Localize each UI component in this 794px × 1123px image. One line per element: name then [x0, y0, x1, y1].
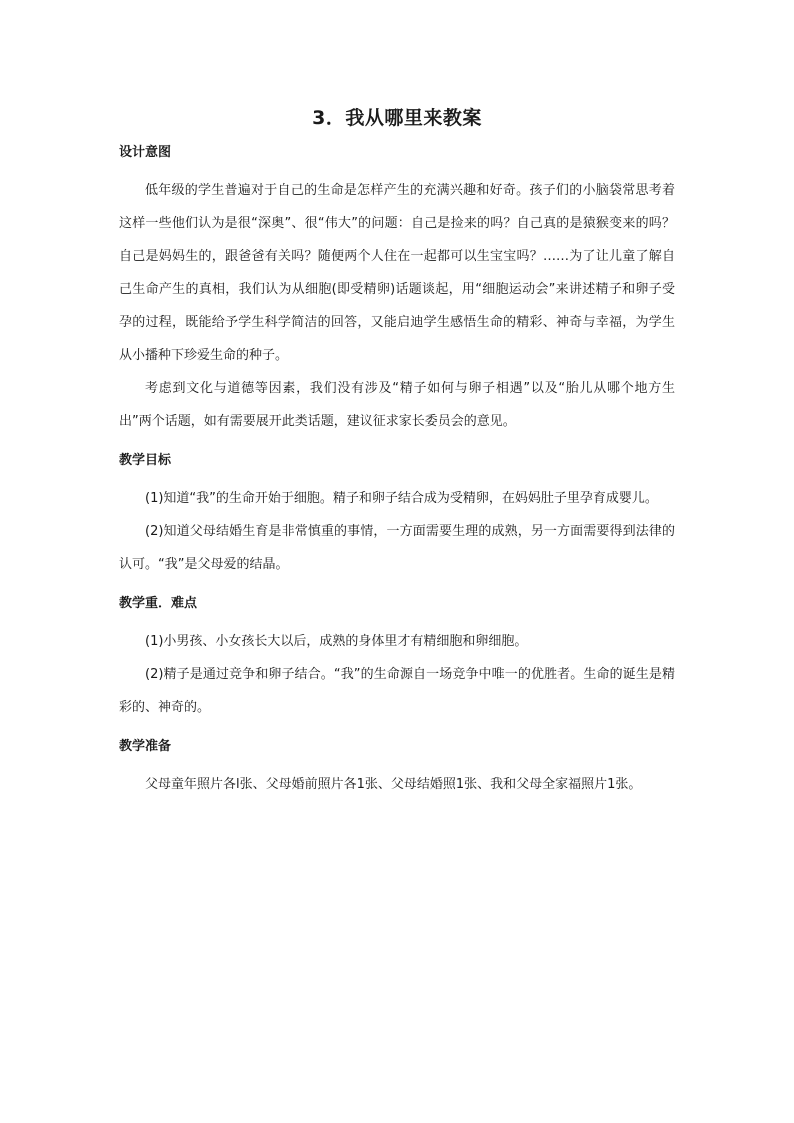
paragraph: 考虑到文化与道德等因素，我们没有涉及“精子如何与卵子相遇”以及“胎儿从哪个地方生出”两个话题，如有需要展开此类话题，建议征求家长委员会的意见。	[119, 381, 675, 429]
document-body	[119, 102, 675, 801]
paragraph: (1)小男孩、小女孩长大以后，成熟的身体里才有精细胞和卵细胞。	[145, 634, 528, 649]
section-heading: 设计意图	[119, 145, 172, 160]
paragraph: (1)知道“我”的生命开始于细胞。精子和卵子结合成为受精卵，在妈妈肚子里孕育成婴儿。	[145, 491, 658, 506]
section-heading: 教学准备	[119, 739, 172, 754]
paragraph: 父母童年照片各l张、父母婚前照片各1张、父母结婚照1张、我和父母全家福照片1张。	[145, 777, 642, 792]
section-key-points	[119, 595, 675, 724]
paragraph: (2)精子是通过竞争和卵子结合。“我”的生命源自一场竞争中唯一的优胜者。生命的诞生是精彩的、神奇的。	[119, 667, 675, 715]
paragraph: (2)知道父母结婚生育是非常慎重的事情，一方面需要生理的成熟，另一方面需要得到法律的认可。“我”是父母爱的结晶。	[119, 524, 675, 572]
paragraph: 低年级的学生普遍对于自己的生命是怎样产生的充满兴趣和好奇。孩子们的小脑袋常思考着这样一些他们认为是很“深奥”、很“伟大”的问题：自己是捡来的吗？自己真的是猿猴变来的吗？自己是妈妈生的，跟爸爸有关吗？随便两个人住在一起都可以生宝宝吗？……为了让儿童了解自己生命产生的真相，我们认为从细胞(即受精卵)话题谈起，用“细胞运动会”来讲述精子和卵子受孕的过程，既能给予学生科学简洁的回答，又能启迪学生感悟生命的精彩、神奇与幸福，为学生从小播种下珍爱生命的种子。	[119, 183, 675, 363]
section-teaching-goals	[119, 452, 675, 581]
section-design-intent	[119, 144, 675, 438]
page-title: 3．我从哪里来教案	[312, 107, 482, 129]
section-heading: 教学目标	[119, 453, 172, 468]
section-heading: 教学重．难点	[119, 596, 198, 611]
section-preparation	[119, 738, 675, 801]
